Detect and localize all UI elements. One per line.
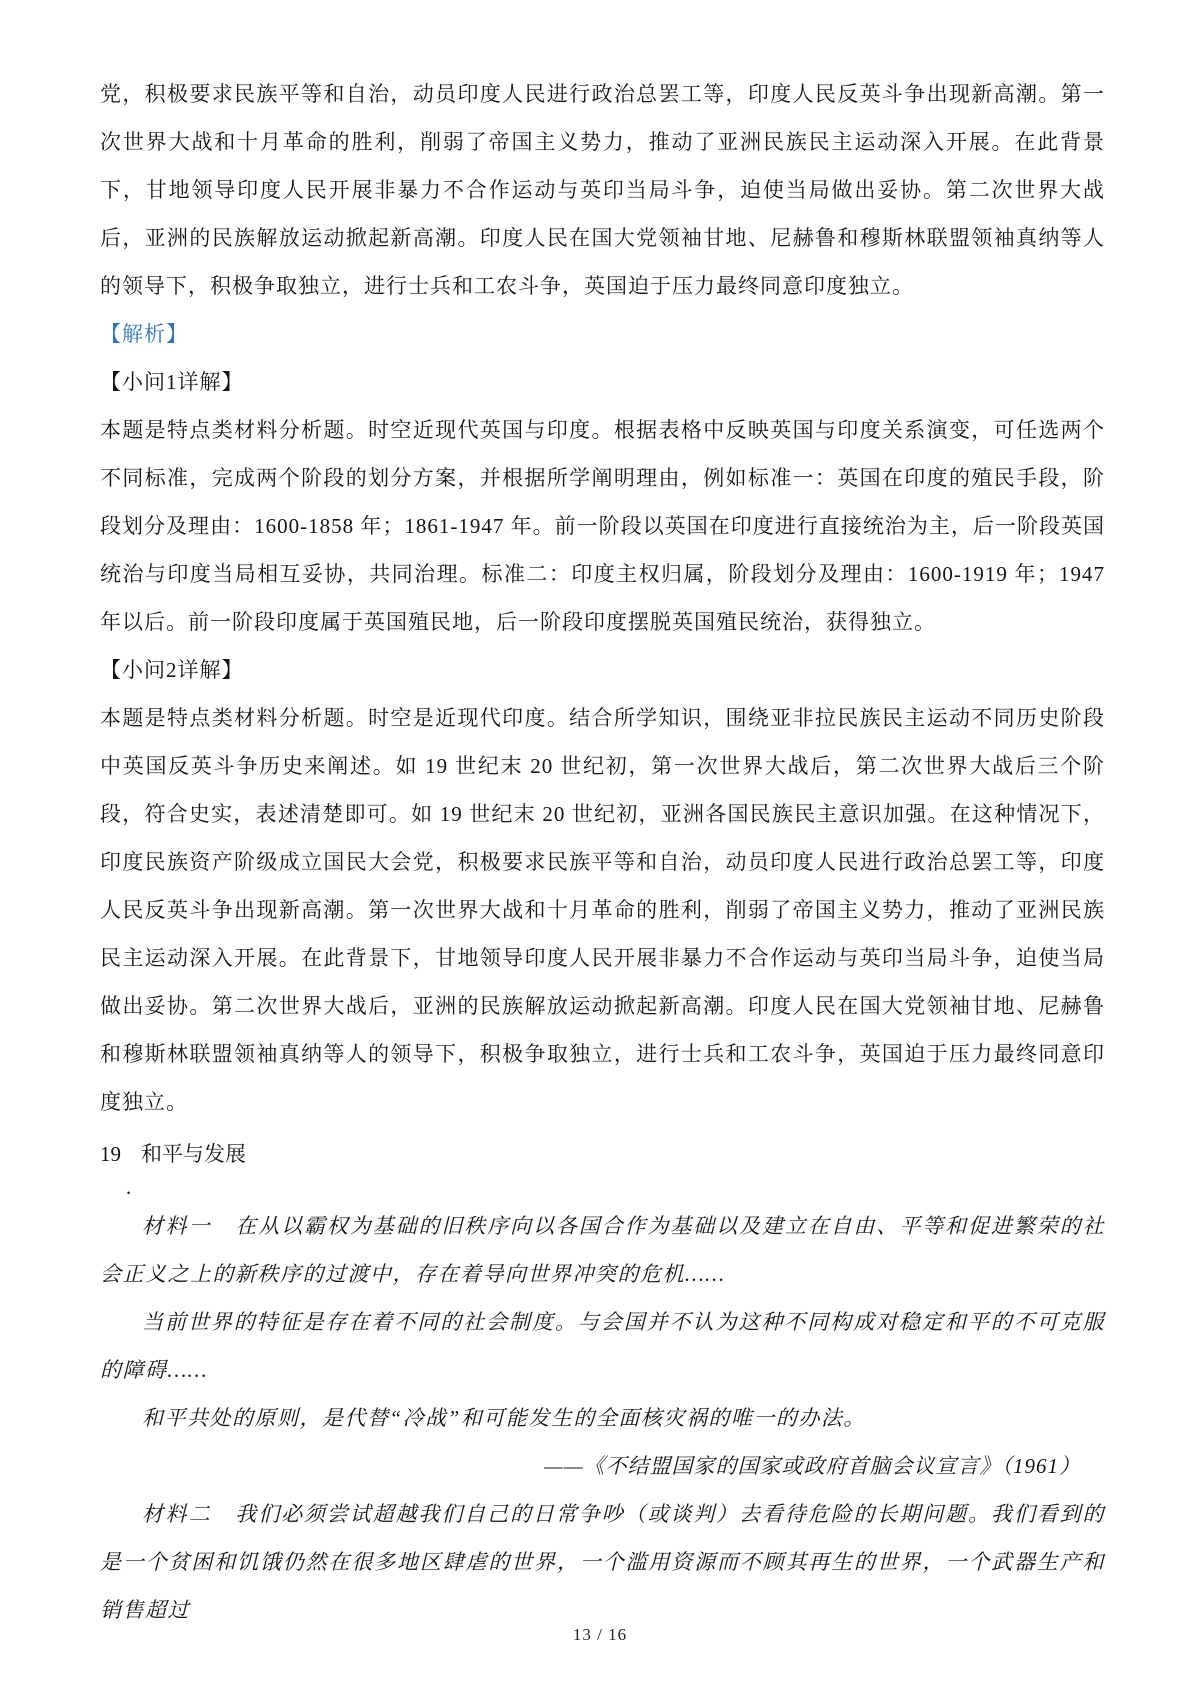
material-two-label: 材料二 [142, 1502, 213, 1526]
material-one-paragraph-2: 当前世界的特征是存在着不同的社会制度。与会国并不认为这种不同构成对稳定和平的不可克服的障碍…… [100, 1310, 1105, 1382]
material-two-text: 我们必须尝试超越我们自己的日常争吵（或谈判）去看待危险的长期问题。我们看到的是一个贫困和饥饿仍然在很多地区肆虐的世界，一个滥用资源而不顾其再生的世界，一个武器生产和销售超过 [100, 1502, 1106, 1622]
material-two-paragraph [100, 1490, 1105, 1634]
question-19-title: 和平与发展 [141, 1142, 246, 1166]
material-one-paragraph [100, 1202, 1105, 1298]
question-19-title-line [100, 1132, 1105, 1176]
material-one-label: 材料一 [142, 1214, 213, 1238]
sub-question-1-explanation: 本题是特点类材料分析题。时空近现代英国与印度。根据表格中反映英国与印度关系演变，可任选两个不同标准，完成两个阶段的划分方案，并根据所学阐明理由，例如标准一：英国在印度的殖民手段，阶段划分及理由：1600-1858 年；1861-1947 年。前一阶段以英国在印度进行直接统治为主，后一阶段英国统治与印度当局相互妥协，共同治理。标准二：印度主权归属，阶段划分及理由：1600-1919 年；1947 年以后。前一阶段印度属于英国殖民地，后一阶段印度摆脱英国殖民统治，获得独立。 [100, 418, 1105, 634]
page-number-indicator: 13 / 16 [572, 1625, 628, 1644]
question-19-number: 19 [100, 1142, 121, 1166]
question-19-stray-period: . [126, 1175, 132, 1199]
material-one-paragraph-3: 和平共处的原则，是代替“冷战”和可能发生的全面核灾祸的唯一的办法。 [142, 1406, 866, 1430]
sub-question-1-header: 【小问1详解】 [100, 370, 244, 394]
sub-question-2-explanation: 本题是特点类材料分析题。时空是近现代印度。结合所学知识，围绕亚非拉民族民主运动不同历史阶段中英国反英斗争历史来阐述。如 19 世纪末 20 世纪初，第一次世界大战后，第二次世界大战后三个阶段，符合史实，表述清楚即可。如 19 世纪末 20 世纪初，亚洲各国民族民主意识加强。在这种情况下，印度民族资产阶级成立国民大会党，积极要求民族平等和自治，动员印度人民进行政治总罢工等，印度人民反英斗争出现新高潮。第一次世界大战和十月革命的胜利，削弱了帝国主义势力，推动了亚洲民族民主运动深入开展。在此背景下，甘地领导印度人民开展非暴力不合作运动与英印当局斗争，迫使当局做出妥协。第二次世界大战后，亚洲的民族解放运动掀起新高潮。印度人民在国大党领袖甘地、尼赫鲁和穆斯林联盟领袖真纳等人的领导下，积极争取独立，进行士兵和工农斗争，英国迫于压力最终同意印度独立。 [100, 706, 1105, 1114]
answer-continuation-paragraph: 党，积极要求民族平等和自治，动员印度人民进行政治总罢工等，印度人民反英斗争出现新高潮。第一次世界大战和十月革命的胜利，削弱了帝国主义势力，推动了亚洲民族民主运动深入开展。在此背景下，甘地领导印度人民开展非暴力不合作运动与英印当局斗争，迫使当局做出妥协。第二次世界大战后，亚洲的民族解放运动掀起新高潮。印度人民在国大党领袖甘地、尼赫鲁和穆斯林联盟领袖真纳等人的领导下，积极争取独立，进行士兵和工农斗争，英国迫于压力最终同意印度独立。 [100, 82, 1105, 298]
material-one-text: 在从以霸权为基础的旧秩序向以各国合作为基础以及建立在自由、平等和促进繁荣的社会正义之上的新秩序的过渡中，存在着导向世界冲突的危机…… [100, 1214, 1106, 1286]
material-one-source-citation: ——《不结盟国家的国家或政府首脑会议宣言》（1961） [544, 1454, 1081, 1478]
analysis-label: 【解析】 [100, 322, 188, 346]
sub-question-2-header: 【小问2详解】 [100, 658, 244, 682]
